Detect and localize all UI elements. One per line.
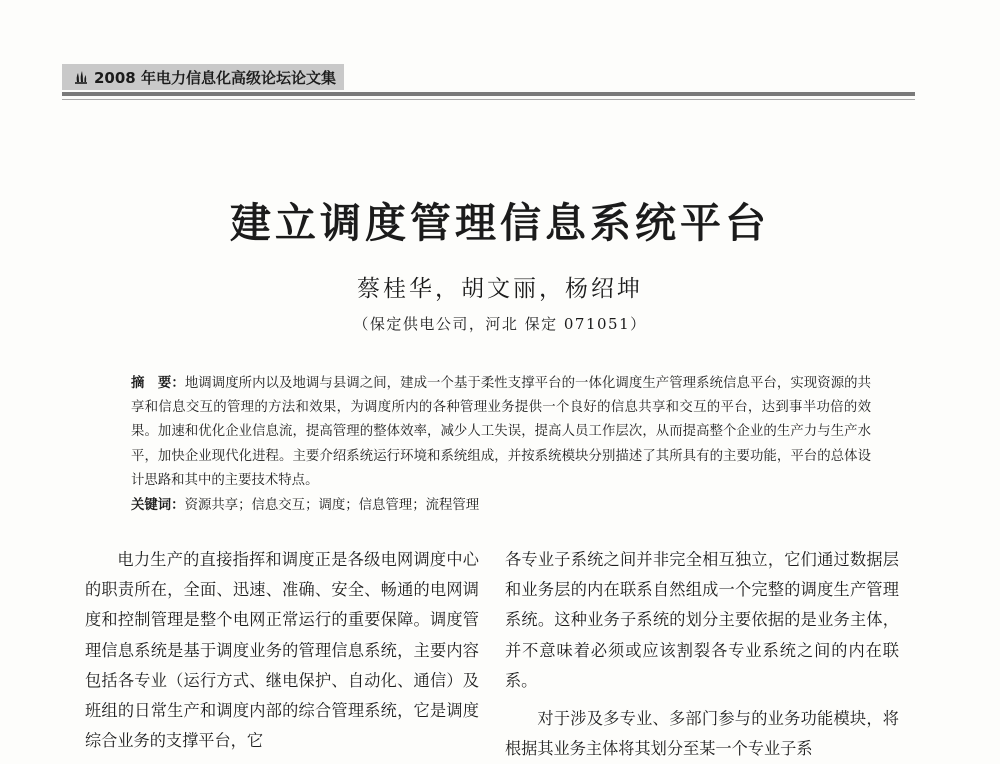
body-paragraph: 对于涉及多专业、多部门参与的业务功能模块，将根据其业务主体将其划分至某一个专业子系 <box>505 709 899 759</box>
paper-title: 建立调度管理信息系统平台 <box>230 199 770 247</box>
keywords-text: 资源共享；信息交互；调度；信息管理；流程管理 <box>184 498 480 513</box>
affiliation: （保定供电公司，河北 保定 071051） <box>353 315 647 333</box>
body-column-left <box>85 545 479 756</box>
header-rule <box>62 92 915 96</box>
keywords-label: 关键词： <box>131 498 185 513</box>
power-plant-logo-icon <box>72 68 90 86</box>
running-header <box>62 64 344 90</box>
keywords <box>131 494 871 518</box>
header-rule-thin <box>62 99 915 100</box>
body-column-right <box>505 545 899 764</box>
body-paragraph: 各专业子系统之间并非完全相互独立，它们通过数据层和业务层的内在联系自然组成一个完整的调度生产管理系统。这种业务子系统的划分主要依据的是业务主体，并不意味着必须或应该割裂各专业系统之间的内在联系。 <box>505 550 899 690</box>
abstract-text: 地调调度所内以及地调与县调之间，建成一个基于柔性支撑平台的一体化调度生产管理系统信息平台，实现资源的共享和信息交互的管理的方法和效果，为调度所内的各种管理业务提供一个良好的信息共享和交互的平台，达到事半功倍的效果。加速和优化企业信息流，提高管理的整体效率，减少人工失误，提高人员工作层次，从而提高整个企业的生产力与生产水平，加快企业现代化进程。主要介绍系统运行环境和系统组成，并按系统模块分别描述了其所具有的主要功能，平台的总体设计思路和其中的主要技术特点。 <box>131 376 872 488</box>
abstract-label: 摘 要： <box>131 376 185 391</box>
body-paragraph: 电力生产的直接指挥和调度正是各级电网调度中心的职责所在，全面、迅速、准确、安全、畅通的电网调度和控制管理是整个电网正常运行的重要保障。调度管理信息系统是基于调度业务的管理信息系统，主要内容包括各专业（运行方式、继电保护、自动化、通信）及班组的日常生产和调度内部的综合管理系统，它是调度综合业务的支撑平台，它 <box>85 550 479 751</box>
running-header-text: 2008 年电力信息化高级论坛论文集 <box>94 68 336 87</box>
authors: 蔡桂华，胡文丽，杨绍坤 <box>357 276 643 302</box>
abstract <box>131 372 871 493</box>
